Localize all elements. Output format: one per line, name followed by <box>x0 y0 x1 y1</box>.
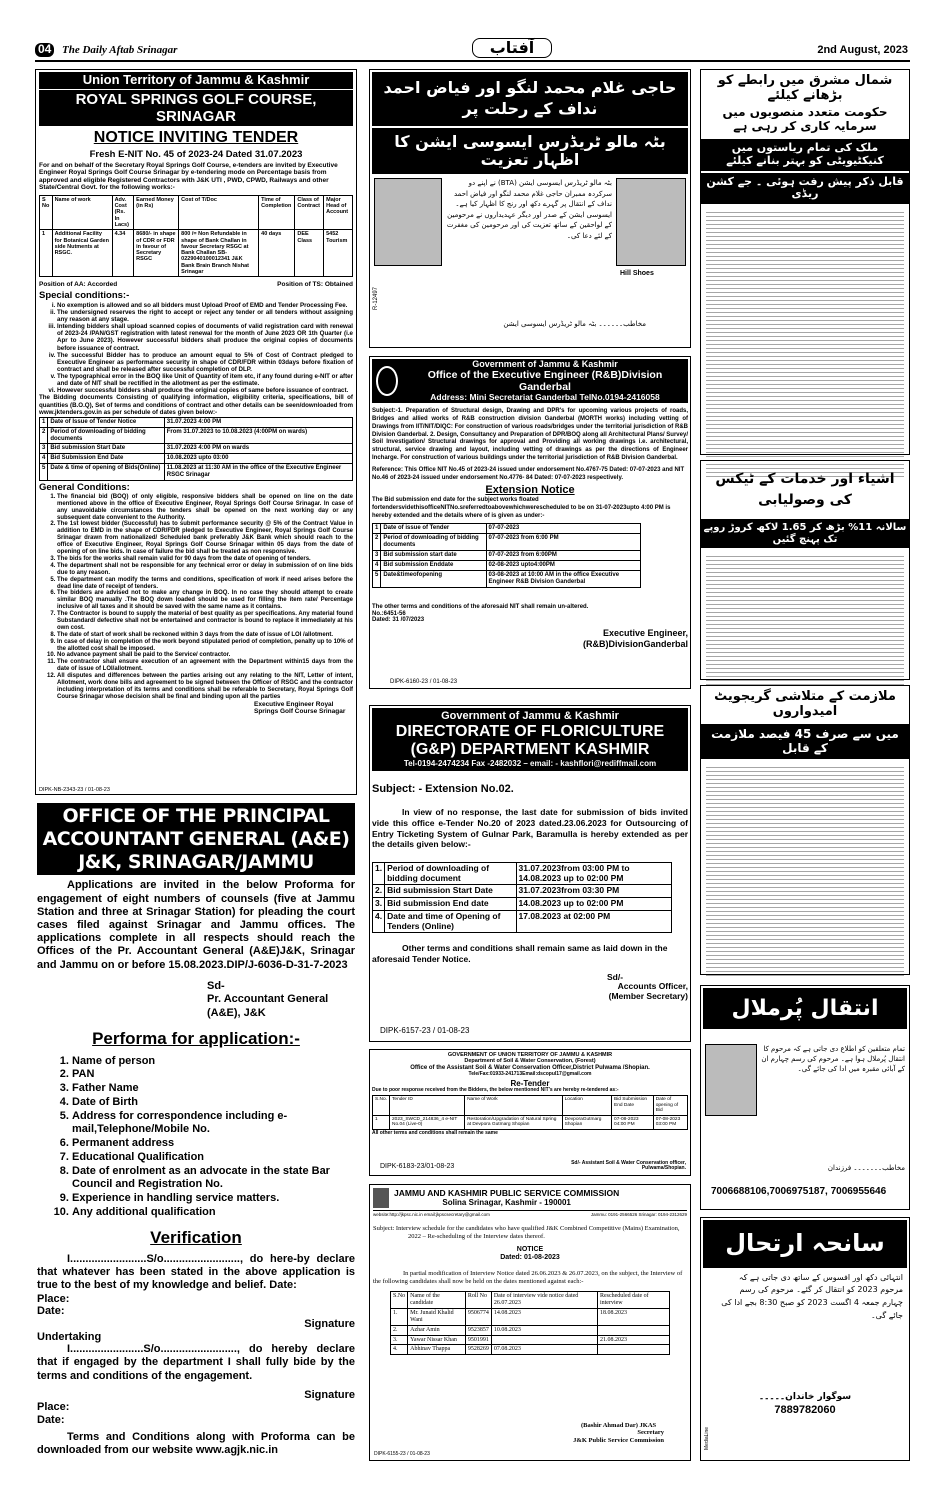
news-1-headline-c: ملک کی تمام ریاستوں میں کنیکٹیویٹی کو بہتر بنانے کیلئے <box>701 139 909 170</box>
golf-sign: Executive Engineer Royal Springs Golf Course Srinagar <box>254 700 346 716</box>
shop-name: Hill Shoes <box>620 270 654 277</box>
news-3 <box>700 685 910 975</box>
table-row <box>40 417 353 427</box>
cell: 14.08.2023 up to 02:00 PM <box>516 898 672 911</box>
cell: 3. <box>391 1335 408 1345</box>
cell: Mr. Junaid Khalid Wani <box>408 1308 466 1325</box>
obit-1-phone: 7006688106,7006975187, 7006955646 <box>711 1186 887 1197</box>
general-heading: General Conditions: <box>39 482 130 493</box>
list-item: 7. Educational Qualification <box>72 1151 355 1165</box>
cell: 07.08.2023 <box>491 1345 597 1355</box>
cell: 21.08.2023 <box>597 1335 669 1345</box>
cell: Restoration/Upgradation of Natural Spring at Devpora Gutmarg Shopian <box>465 1115 563 1129</box>
flori-body: In view of no response, the last date for submission of bids invited vide this office e-Tender No.20 of 2023 dated.23.06.2023 for Outsourcing of Entry Ticketing System of Gulnar Park, Baramulla is hereby extended as per the details given below:- <box>372 807 688 850</box>
place-label-2: Place: <box>37 1401 70 1414</box>
list-item: 3. The bids for the works shall remain valid for 90 days from the date of opening of tenders. <box>57 556 353 563</box>
table-row <box>40 427 353 444</box>
flori-gov: Government of Jammu & Kashmir <box>441 710 619 722</box>
cell: 10.08.2023 upto 03:00 <box>164 454 352 464</box>
th: Date of interview vide notice dated 26.07.2023 <box>491 1292 597 1309</box>
list-item: 8. Date of enrolment as an advocate in the state Bar Council and Registration No. <box>72 1165 355 1193</box>
cell: 4. <box>373 910 385 933</box>
date-label-2: Date: <box>37 1414 65 1427</box>
list-item: vi. However successful bidders shall produce the original copies of same before issuance of contract. <box>57 387 353 394</box>
cell: 14.08.2023 <box>491 1308 597 1325</box>
th: S No <box>40 195 53 230</box>
psc-notice-label: NOTICE <box>516 1246 544 1254</box>
cell: 5 <box>373 570 381 587</box>
cell: 31.07.2023 4:00 PM <box>164 417 352 427</box>
cell: 4 <box>40 454 48 464</box>
golf-notice <box>35 69 357 795</box>
flori-tel: Tel-0194-2474234 Fax -2482032 – email: - kashflori@rediffmail.com <box>403 759 657 769</box>
cell <box>597 1325 669 1335</box>
th: Date of opening of Bid <box>653 1096 687 1116</box>
pag-footer: Terms and Conditions along with Proforma can be downloaded from our website www.agjk.nic.in <box>37 1430 355 1456</box>
signature-label-2: Signature <box>304 1388 355 1401</box>
cell: 02-08-2023 upto4:00PM <box>486 561 640 571</box>
ree-reference: Reference: This Office NIT No.45 of 2023-24 issued under endorsement No.4767-75 Dated: 07-07-2023 and NIT No.46 of 2023-24 issued under endorsement No.4776- 84 Dated: 07-07-2023 respectively. <box>372 466 685 481</box>
news-3-headline-a: ملازمت کے متلاشی گریجویٹ امیدواروں <box>714 689 896 719</box>
list-item: 6. The bidders are advised not to make any change in BOQ. In no case they should attempt to create similar BOQ manually .The BOQ down loaded should be used for filling the item rate/ Percentage inclusive of all taxes and it should be saved with the same name as it contains. <box>57 590 353 611</box>
general-conditions <box>39 494 353 701</box>
cell: 4.34 <box>112 230 134 277</box>
cell: 9506774 <box>465 1308 491 1325</box>
list-item: 9. Experience in handling service matters. <box>72 1192 355 1206</box>
page-number: 04 <box>35 43 54 57</box>
list-item: 12. All disputes and differences between the parties arising out any relating to the NIT, Letter of intent, Allotment, work done bills and agreement to be signed between the Officer of RSGC and the contractor including interpretation of its terms and conditions shall be referable to Secretary, Royal Springs Golf Course Srinagar whose decision shall be final and binding upon all the parties <box>57 673 353 701</box>
obit-1-body: تمام متعلقین کو اطلاع دی جاتی ہے کہ مرحوم کا انتقال پُرملال ہوا ہے۔ مرحوم کی رسم چہارم ان کے آبائی مقبرہ میں ادا کی جائے گی۔ <box>761 1045 905 1074</box>
obit-2-title: سانحہ ارتحال <box>703 1220 907 1268</box>
th: Tender ID <box>390 1096 465 1116</box>
psc-phone: Jammu: 0191-2566526 Srinagar: 0194-2312629 <box>590 1212 687 1217</box>
news-1-headline-b: حکومت متعدد منصوبوں میں سرمایہ کاری کر رہی ہے <box>722 104 888 133</box>
list-item: 11. The contractor shall ensure execution of an agreement with the Department within15 days from the date of issue of LOI/allotment. <box>57 659 353 673</box>
condolence-ref: R-12497 <box>373 286 379 310</box>
ree-ext-body: The Bid submission end date for the subject works floated fortendersvidethisofficeNITNo.sreferredtoabovewhichwerescheduled to be on 31-07-2023upto 4:00 PM is hereby extended and the details where of is given as under:- <box>372 497 671 519</box>
cell: Bid submission Start Date <box>48 444 164 454</box>
golf-dipk: DIPK-NB-2343-23 / 01-08-23 <box>39 786 110 793</box>
signature-label: Signature <box>304 1317 355 1330</box>
cell: 11.08.2023 at 11:30 AM in the office of the Executive Engineer RSGC Srinagar <box>164 464 352 481</box>
table-row <box>373 1115 688 1129</box>
cell: DevporaGutmarg Shopian <box>562 1115 611 1129</box>
cell: 31.07.2023from 03:00 PM to 14.08.2023 up to 02:00 PM <box>516 862 672 885</box>
cell: 9528269 <box>465 1345 491 1355</box>
news-1-body <box>706 212 904 480</box>
news-3-body <box>706 767 904 977</box>
psc-subject: Subject: Interview schedule for the candidates who have qualified J&K Combined Competitive (Mains) Examination, 2022 – Re-scheduling of the Interview dates thereof. <box>373 1225 680 1240</box>
obit-1-sign: مخاطب۔۔۔۔۔۔۔ فرزندان <box>827 1164 905 1172</box>
table-row <box>373 570 641 587</box>
cell: Bid submission Start Date <box>385 885 516 898</box>
table-row <box>391 1308 670 1325</box>
obituary-2 <box>700 1217 910 1461</box>
pag-signer: Pr. Accountant General <box>207 993 329 1006</box>
performa-fields <box>37 1055 355 1220</box>
pag-notice <box>35 803 357 1463</box>
psc-contact: website:http://jkpsc.nic.in email:jkpscsecretary@gmail.com <box>373 1212 490 1217</box>
table-row <box>373 862 672 885</box>
obituary-1 <box>700 985 910 1210</box>
cell: Abhinav Thappa <box>408 1345 466 1355</box>
ree-dipk: DIPK-6160-23 / 01-08-23 <box>390 679 458 686</box>
obit-1-photo <box>705 1044 757 1116</box>
undertaking-text: I........................S/o........................., do hereby declare that if engaged by the department I shall fully bide by the terms and conditions of the engagement. <box>37 1343 355 1382</box>
cell: 17.08.2023 at 02:00 PM <box>516 910 672 933</box>
cell: From 31.07.2023 to 10.08.2023 (4:00PM on wards) <box>164 427 352 444</box>
cell: 2. <box>373 885 385 898</box>
cell: 2 <box>40 427 48 444</box>
ree-ext-title: Extension Notice <box>485 484 575 497</box>
psc-dated: Dated: 01-08-2023 <box>500 1254 560 1262</box>
psc-body: In partial modification of Interview Notice dated 26.06.2023 & 26.07.2023, on the subject, the Interview of the following candidates shall now be held on the dates mentioned against each:- <box>373 1270 683 1285</box>
table-row <box>373 524 641 534</box>
table-row <box>373 534 641 551</box>
special-tail: The Bidding documents Consisting of qualifying information, eligibility criteria, specifications, bill of quantities (B.O.Q), Set of terms and conditions of contract and other details can be seen/downloaded from www.jktenders.gov.in as per schedule of dates given below:- <box>39 394 353 416</box>
cell: 03-08-2023 at 10:00 AM in the office Executive Engineer R&B Division Ganderbal <box>486 570 640 587</box>
ree-address: Address: Mini Secretariat Ganderbal TelNo.0194-2416058 <box>430 392 660 403</box>
th: Name of the candidate <box>408 1292 466 1309</box>
psc-table <box>390 1291 670 1355</box>
condolence-body: بٹہ مالو ٹریڈرس ایسوسی ایشن (BTA) نے اپنے دو سرکردہ ممبران حاجی غلام محمد لنگو اور فیاض احمد نداف کے انتقال پر گہرے دکھ اور رنج کا اظہار کیا ہے۔ ایسوسی ایشن کے صدر اور دیگر عہدیداروں نے مرحومین کے لواحقین کے ساتھ تعزیت کی اور مرحومین کی مغفرت کے لئے دعا کی۔ <box>446 179 612 240</box>
cell: Bid submission Enddate <box>381 561 486 571</box>
paper-logo: آفتاب <box>472 38 552 58</box>
medialine-label: MediaLine <box>704 1426 710 1450</box>
table-row <box>373 910 672 933</box>
list-item: 1. Name of person <box>72 1055 355 1069</box>
place-label: Place: <box>37 1292 70 1305</box>
list-item: 5. Address for correspondence including e-mail,Telephone/Mobile No. <box>72 1110 355 1138</box>
soil-h1: GOVERNMENT OF UNION TERRITORY OF JAMMU & KASHMIR <box>447 1052 613 1058</box>
cell: 4. <box>391 1345 408 1355</box>
cell: 1 <box>40 230 53 277</box>
list-item: iv. The successful Bidder has to produce an amount equal to 5% of Cost of Contract pledged to Executive Engineer as performance security in shape of CDR/FDR within 03days before fixation of contract and shall be released after successful completion of DLP. <box>57 352 353 373</box>
cell: 9501991 <box>465 1335 491 1345</box>
rb-ganderbal-notice <box>369 356 691 689</box>
cell: Additional Facility for Botanical Garden side Nutments at RSGC. <box>52 230 112 277</box>
golf-ut: Union Territory of Jammu & Kashmir <box>39 72 353 89</box>
emblem-icon <box>373 1188 389 1208</box>
special-conditions <box>39 302 353 395</box>
psc-sign-2: Secretary <box>637 1429 664 1437</box>
verification-text: I.........................S/o........................., do here-by declare that whatever has been stated in the above application is true to the best of my knowledge and belief. Date: <box>37 1253 355 1292</box>
pag-body: Applications are invited in the below Proforma for engagement of eight numbers of counsels (five at Jammu Station and three at Srinagar Station) for pleading the court cases filed against Srinagar and Jammu offices. The applications complete in all respects should reach the Offices of the Pr. Accountant General (A&E)J&K, Srinagar and Jammu on or before 15.08.2023.DIP/J-6036-D-31-7-2023 <box>37 879 355 971</box>
condolence-notice <box>369 69 691 348</box>
condolence-subhead: بٹہ مالو ٹریڈرس ایسوسی ایشن کا اظہار تعزیت <box>372 128 688 175</box>
list-item: 4. Date of Birth <box>72 1096 355 1110</box>
cell: Date&timeofopening <box>381 570 486 587</box>
soil-dipk: DIPK-6183-23/01-08-23 <box>380 1162 455 1170</box>
cell: 1 <box>373 1115 390 1129</box>
table-row <box>391 1345 670 1355</box>
soil-water-notice <box>369 1049 691 1176</box>
flori-table <box>372 862 672 934</box>
cell: 10.08.2023 <box>491 1325 597 1335</box>
verification-title: Verification <box>150 1227 242 1247</box>
golf-org: ROYAL SPRINGS GOLF COURSE, SRINAGAR <box>39 90 353 127</box>
undertaking-label: Undertaking <box>37 1330 102 1343</box>
floriculture-notice <box>369 705 691 1042</box>
cell: Date and time of Opening of Tenders (Online) <box>385 910 516 933</box>
cell: Date & time of opening of Bids(Online) <box>48 464 164 481</box>
table-row <box>373 561 641 571</box>
th: S.No. <box>373 1096 390 1116</box>
list-item: v. The typographical error in the BOQ like Unit of Quantity of item etc, if any found during e-NIT or after and date of NIT shall be rectified in the allotment as per the estimate. <box>57 373 353 387</box>
obit-2-body: انتہائی دکھ اور افسوس کے ساتھ دی جاتی ہے کہ مرحوم 2023 کو انتقال کر گئے۔ مرحوم کی رسم چہارم جمعہ 4 اگست 2023 کو صبح 8:30 بجے ادا کی جائے گی۔ <box>721 1272 903 1320</box>
news-1 <box>700 69 910 455</box>
table-row <box>391 1335 670 1345</box>
th: S.No <box>391 1292 408 1309</box>
soil-sign: Sd/- Assistant Soil & Water Conservation officer, Pulwama/Shopian. <box>571 1159 686 1172</box>
news-1-headline-a: شمال مشرق میں رابطے کو بڑھانے کیلئے <box>717 73 893 103</box>
cell: 4 <box>373 561 381 571</box>
obit-1-title: انتقال پُرملال <box>703 988 907 1029</box>
ree-sign-1: Executive Engineer, <box>602 628 688 639</box>
cell: Bid submission start date <box>381 551 486 561</box>
cell: 07-07-2023 from 6:00PM <box>486 551 640 561</box>
ree-dated: Dated: 31 /07/2023 <box>372 617 425 624</box>
soil-table <box>372 1095 688 1130</box>
cell: 3 <box>373 551 381 561</box>
th: Bid Submission End Date <box>612 1096 654 1116</box>
pag-sd: Sd- <box>207 979 225 992</box>
golf-intro: For and on behalf of the Secretary Royal Springs Golf Course, e-tenders are invited by Executive Engineer Royal Springs Golf Course Srinagar by e-tendering mode on Percentage basis from approved and eligible Registered Contractors with J&K UTI , PWD, CPWD, Railways and other State/Central Govt. for the following works:- <box>39 161 338 192</box>
cell: 800 /= Non Refundable in shape of Bank Challan in favour Secretary RSGC at Bank Challan SB-0229040100012341 J&K Bank Brain Branch Nishat Srinagar <box>179 230 259 277</box>
ree-other: The other terms and conditions of the aforesaid NIT shall remain un-altered. <box>372 603 589 610</box>
list-item: 6. Permanent address <box>72 1137 355 1151</box>
cell: 07-07-2023 <box>486 524 640 534</box>
flori-sd: Sd/- <box>607 971 624 982</box>
cell: Date of issue of Tender <box>381 524 486 534</box>
list-item: 7. The Contractor is bound to supply the material of best quality as per specifications. Any material found Substandard/ defective shall not be entertained and contractor is bound to replace it immediately at his own cost. <box>57 611 353 632</box>
condolence-sign: مخاطب۔۔۔۔۔۔ بٹہ مالو ٹریڈرس ایسوسی ایشن <box>503 320 646 328</box>
list-item: 4. The department shall not be responsible for any technical error or delay in submission of on line bids due to any reason. <box>57 563 353 577</box>
cell: Bid submission End date <box>385 898 516 911</box>
cell: 40 days <box>259 230 295 277</box>
ree-gov: Government of Jammu & Kashmir <box>472 359 618 369</box>
ree-office: Office of the Executive Engineer (R&B)Division Ganderbal <box>427 369 663 394</box>
cell: 07-08-2023 03:00 PM <box>653 1115 687 1129</box>
table-row <box>373 898 672 911</box>
cell: 07-07-2023 from 6:00 PM <box>486 534 640 551</box>
th: Name of Work <box>465 1096 563 1116</box>
cell: 2023_SWCD_214836_4 e-NIT No.04 (Live-0) <box>390 1115 465 1129</box>
list-item: i. No exemption is allowed and so all bidders must Upload Proof of EMD and Tender Processing Fee. <box>57 302 353 309</box>
issue-date: 2nd August, 2023 <box>817 44 908 56</box>
soil-intro: Due to poor response received from the Bidders, the below mentioned NIT's are hereby re-tendered as:- <box>372 1087 619 1094</box>
th: Earned Money (in Rs) <box>134 195 179 230</box>
cell: Period of downloading of bidding document <box>385 862 516 885</box>
cell: 5452 Tourism <box>324 230 353 277</box>
paper-name: The Daily Aftab Srinagar <box>62 44 178 56</box>
th: Major Head of Account <box>324 195 353 230</box>
list-item: ii. The undersigned reserves the right to accept or reject any tender or all tenders without assigning any reason at any stage. <box>57 309 353 323</box>
table-row <box>40 444 353 454</box>
cell: 1 <box>40 417 48 427</box>
th: Adv. Cost (Rs. In Lacs) <box>112 195 134 230</box>
obit-2-sign: سوگوار خاندان۔۔۔۔۔ <box>758 1391 852 1402</box>
soil-h3: Office of the Assistant Soil & Water Conservation Officer,District Pulwama /Shopian. <box>410 1064 650 1071</box>
flori-title-2: (G&P) DEPARTMENT KASHMIR <box>410 741 650 759</box>
cell: 31.07.2023 4:00 PM on wards <box>164 444 352 454</box>
news-2-headline-a: اشیاء اور خدمات کے ٹیکس کی وصولیابی <box>715 471 895 508</box>
cell: DEE Class <box>295 230 324 277</box>
psc-sign-3: J&K Public Service Commission <box>573 1436 664 1444</box>
th: Name of work <box>52 195 112 230</box>
flori-subject: Subject: - Extension No.02. <box>372 782 514 795</box>
cell: 8680/- in shape of CDR or FDR in favour of Secretary RSGC <box>134 230 179 277</box>
cell: 1. <box>373 862 385 885</box>
table-row <box>40 230 353 277</box>
list-item: 1. The financial bid (BOQ) of only eligible, responsive bidders shall be opened on line on the date mentioned above in the office of Executive Engineer, Royal Springs Golf Course Srinagar. In case of any unavoidable circumstances the tenders shall be opened on the next working day or any subsequent date convenient to the Authority. <box>57 494 353 522</box>
news-2-body <box>706 556 904 686</box>
soil-title: Re-Tender <box>510 1079 550 1089</box>
performa-title: Performa for application:- <box>92 1028 300 1048</box>
golf-schedule-table <box>39 417 353 481</box>
cell: Azhar Amin <box>408 1325 466 1335</box>
cell: 1 <box>373 524 381 534</box>
cell: 2. <box>391 1325 408 1335</box>
news-3-headline-b: میں سے صرف 45 فیصد ملازمت کے قابل <box>701 724 909 760</box>
date-label: Date: <box>37 1305 65 1318</box>
list-item: iii. Intending bidders shall upload scanned copies of documents of valid registration card with renewal of 2023-24 /PAN/GST registration with latest renewal for the month of June 2023 OR 1th Quarter (i.e Apr to June 2023). However successful bidders shall produce the original copies of documents before issuance of contract. <box>57 323 353 352</box>
cell <box>597 1345 669 1355</box>
flori-sign-1: Accounts Officer, <box>617 981 688 992</box>
cell: 2 <box>373 534 381 551</box>
ree-table <box>372 523 641 587</box>
soil-h2: Department of Soil & Water Conservation, (Forest) <box>464 1058 596 1065</box>
cell: Yawar Nissar Khan <box>408 1335 466 1345</box>
emblem-icon <box>376 366 398 396</box>
cell: 18.08.2023 <box>597 1308 669 1325</box>
list-item: 10. Any additional qualification <box>72 1206 355 1220</box>
pag-signer-2: (A&E), J&K <box>207 1007 266 1020</box>
golf-nit: Fresh E-NIT No. 45 of 2023-24 Dated 31.07.2023 <box>89 148 303 160</box>
golf-work-table <box>39 195 353 278</box>
soil-h4: Tele/Fax:01933-241713Email:dscopul17@gmail.com <box>468 1070 592 1077</box>
soil-other: All other terms and conditions shall remain the same <box>372 1129 498 1136</box>
cell: Period of downloading of bidding documents <box>48 427 164 444</box>
list-item: 9. In case of delay in completion of the work beyond stipulated period of completion, penalty up to 10% of the allotted cost shall be imposed. <box>57 639 353 653</box>
golf-title: NOTICE INVITING TENDER <box>93 129 299 147</box>
list-item: 10. No advance payment shall be paid to the Service/ contractor. <box>57 652 353 659</box>
news-1-headline-d: قابل ذکر پیش رفت ہوئی ۔ جے کشن ریڈی <box>701 173 909 204</box>
position-ts: Position of TS: Obtained <box>277 281 353 289</box>
cell: 9523857 <box>465 1325 491 1335</box>
ree-sign-2: (R&B)DivisionGanderbal <box>582 638 688 649</box>
cell: 1. <box>391 1308 408 1325</box>
cell: 31.07.2023from 03:30 PM <box>516 885 672 898</box>
table-row <box>373 885 672 898</box>
flori-title-1: DIRECTORATE OF FLORICULTURE <box>395 722 665 740</box>
cell: 3. <box>373 898 385 911</box>
jkpsc-notice <box>369 1184 691 1461</box>
flori-other: Other terms and conditions shall remain same as laid down in the aforesaid Tender Notice. <box>372 943 668 964</box>
cell: Period of downloading of bidding documents <box>381 534 486 551</box>
table-row <box>373 551 641 561</box>
psc-address: Solina Srinagar, Kashmir - 190001 <box>442 1198 571 1208</box>
cell: 5 <box>40 464 48 481</box>
th: Time of Completion <box>259 195 295 230</box>
th: Location <box>562 1096 611 1116</box>
list-item: 3. Father Name <box>72 1082 355 1096</box>
flori-sign-2: (Member Secretary) <box>608 991 688 1002</box>
th: Roll No <box>465 1292 491 1309</box>
ree-subject: Subject:-1. Preparation of Structural design, Drawing and DPR's for upcoming various projects of roads, Bridges and allied works of R&B construction division Ganderbal (MORTH works) including vetting of Drawings from IIT/NIT/DIQC: For construction of various roads/bridges under the territorial jurisdiction of R&B Division Ganderbal. 2. Design, Consultancy and Preparation of DPR/BOQ along all Architectural Plans/ Survey/ Soil Investigation/ Structural drawings for approval and Providing all working drawings i.e. architectural, structural, service drawing and layout, including vetting of drawings as per the directions of Engineer Incharge. For construction of various buildings under the territorial jurisdiction of R&B Division Ganderbal. <box>372 408 688 462</box>
cell: Date of Issue of Tender Notice <box>48 417 164 427</box>
th: Class of Contract <box>295 195 324 230</box>
table-row <box>391 1325 670 1335</box>
cell: Bid Submission End Date <box>48 454 164 464</box>
cell <box>491 1335 597 1345</box>
list-item: 8. The date of start of work shall be reckoned within 3 days from the date of issue of LOI /allotment. <box>57 632 353 639</box>
psc-sign-1: (Bashir Ahmad Dar) JKAS <box>580 1421 657 1429</box>
news-2-headline-b: سالانہ 11% بڑھ کر 1.65 لاکھ کروڑ روپے تک پہنچ گئیں <box>701 519 909 548</box>
photo-1 <box>374 178 442 266</box>
position-aa: Position of AA: Accorded <box>39 281 118 289</box>
photo-2 <box>616 178 686 266</box>
table-row <box>40 464 353 481</box>
masthead <box>35 40 910 62</box>
table-row <box>40 454 353 464</box>
list-item: 2. The 1st lowest bidder (Successful) has to submit performance security @ 5% of the Contract Value in addition to EMD in the shape of CDR/FDR pledged to Executive Engineer, Royal Springs Golf Course Srinagar drawn from nationalized/ Scheduled bank preferably J&K Bank which should reach to the office of Executive Engineer, Royal Springs Golf Course Srinagar within 05 days from the date of opening of on line bids. In case of failure the bid shall be treated as non responsive. <box>57 521 353 555</box>
special-heading: Special conditions:- <box>39 289 130 301</box>
condolence-headline: حاجی غلام محمد لنگو اور فیاض احمد نداف کے رحلت پر <box>372 72 688 126</box>
ree-no: No.:6451-56 <box>372 610 406 617</box>
th: Cost of T/Doc <box>179 195 259 230</box>
pag-title: OFFICE OF THE PRINCIPAL ACCOUNTANT GENERAL (A&E) J&K, SRINAGAR/JAMMU <box>37 803 355 875</box>
cell: 3 <box>40 444 48 454</box>
psc-title: JAMMU AND KASHMIR PUBLIC SERVICE COMMISSION <box>394 1187 620 1198</box>
news-2 <box>700 460 910 680</box>
obit-2-phone: 7889782060 <box>774 1403 836 1416</box>
list-item: 2. PAN <box>72 1068 355 1082</box>
flori-dipk: DIPK-6157-23 / 01-08-23 <box>380 1025 470 1035</box>
list-item: 5. The department can modify the terms and conditions, specification of work if need arises before the dead line date of receipt of tenders. <box>57 577 353 591</box>
psc-dipk: DIPK-6155-23 / 01-08-23 <box>374 1451 430 1458</box>
th: Rescheduled date of interview <box>597 1292 669 1309</box>
cell: 07-08-2023 04:00 PM <box>612 1115 654 1129</box>
